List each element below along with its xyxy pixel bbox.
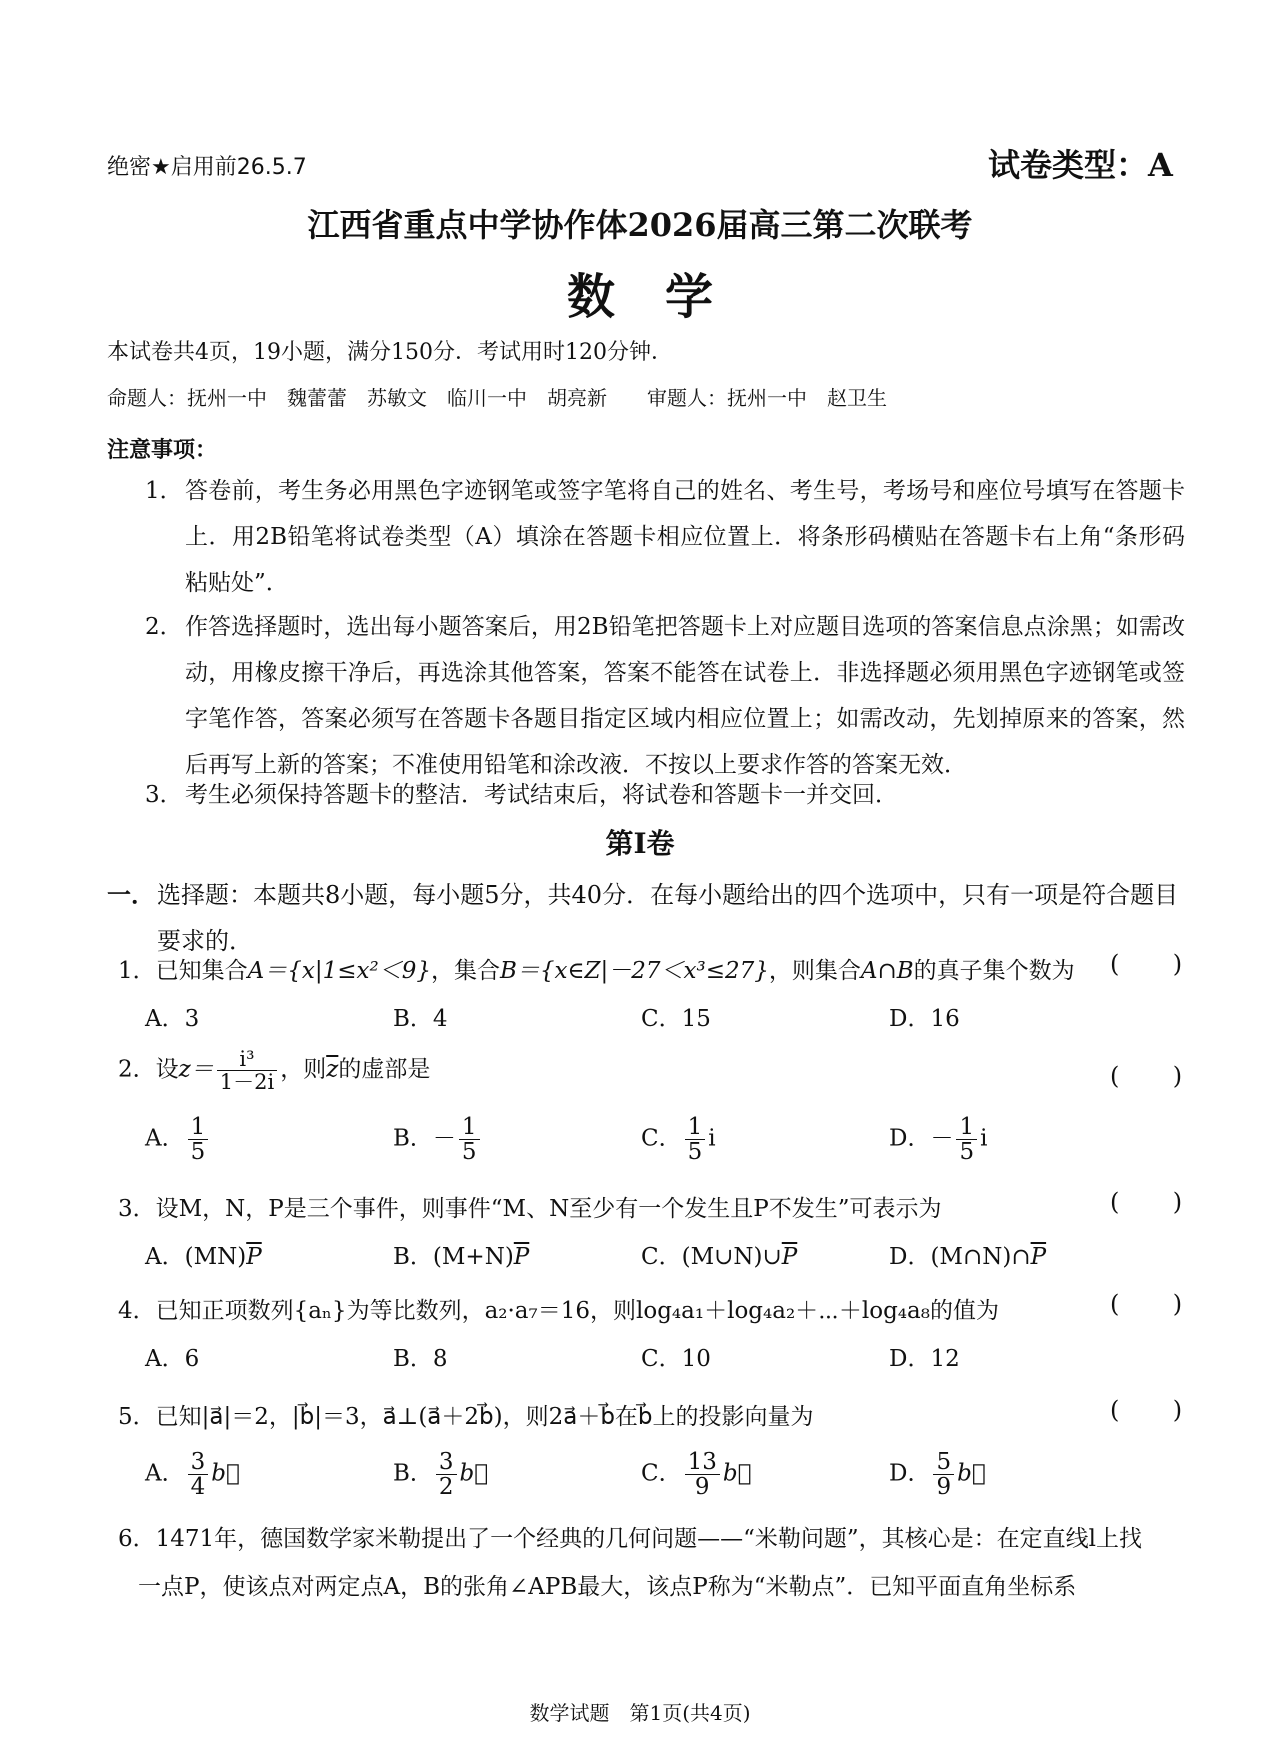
- question-3-option-a: A．$(MN)\overline{P}$: [145, 1244, 262, 1270]
- answer-paren: ( ): [1110, 1062, 1183, 1090]
- question-4-stem: 4．已知正项数列{aₙ}为等比数列，a₂·a₇＝16，则log₄a₁＋log₄a₂＋⋯＋log₄a₈的值为: [118, 1298, 999, 1324]
- authors-line: 命题人：抚州一中 魏蕾蕾 苏敏文 临川一中 胡亮新 审题人：抚州一中 赵卫生: [107, 386, 887, 410]
- question-3-option-d: D．$(M\cap N)\cap\overline{P}$: [889, 1244, 1047, 1270]
- notice-item-number: 1．: [145, 478, 183, 504]
- section-text-line2: 要求的．: [157, 927, 253, 955]
- page-footer: 数学试题 第1页(共4页): [529, 1701, 751, 1725]
- volume-title: 第Ⅰ卷: [605, 827, 675, 860]
- question-4-option-b: B．8: [393, 1346, 448, 1372]
- question-1-option-c: C．15: [641, 1006, 711, 1032]
- exam-title: 江西省重点中学协作体2026届高三第二次联考: [307, 206, 973, 244]
- question-4-option-c: C．10: [641, 1346, 711, 1372]
- question-2-option-b: B．－ $\frac{1}{5}$: [393, 1115, 483, 1164]
- question-5-option-a: A． $\frac{3}{4}$ b⃗: [145, 1449, 240, 1501]
- question-5-option-b: B． $\frac{3}{2}$ b⃗: [393, 1449, 489, 1501]
- question-5-stem: 5．已知|a⃗|＝2，|b⃗|＝3，a⃗⊥(a⃗＋2b⃗)，则2a⃗＋b⃗在b⃗上的投影向量为: [118, 1404, 814, 1430]
- secret-label: 绝密★启用前26.5.7: [107, 155, 307, 180]
- section-text-line1: 选择题：本题共8小题，每小题5分，共40分．在每小题给出的四个选项中，只有一项是符合题目: [157, 881, 1179, 909]
- question-2-stem: 2．设z＝ $\frac{\text{i³}}{1-2i}$ ，则$\overline{z}$的虚部是: [118, 1047, 431, 1095]
- question-3-option-c: C．$(M\cup N)\cup\overline{P}$: [641, 1244, 798, 1270]
- question-1-option-b: B．4: [393, 1006, 448, 1032]
- question-4-option-a: A．6: [145, 1346, 200, 1372]
- notice-item-number: 3．: [145, 782, 183, 808]
- question-6-stem: [118, 1515, 1198, 1611]
- question-1-option-d: D．16: [889, 1006, 960, 1032]
- notice-item-text: 作答选择题时，选出每小题答案后，用2B铅笔把答题卡上对应题目选项的答案信息点涂黑；如需改动，用橡皮擦干净后，再选涂其他答案，答案不能答在试卷上．非选择题必须用黑色字迹钢笔或签字笔作答，答案必须写在答题卡各题目指定区域内相应位置上；如需改动，先划掉原来的答案，然后再写上新的答案；不准使用铅笔和涂改液．不按以上要求作答的答案无效．: [185, 614, 1185, 778]
- question-5-option-c: C． $\frac{13}{9}$ b⃗: [641, 1449, 752, 1501]
- question-5-option-d: D． $\frac{5}{9}$ b⃗: [889, 1449, 986, 1501]
- answer-paren: ( ): [1110, 1396, 1183, 1424]
- notice-item-number: 2．: [145, 614, 183, 640]
- answer-paren: ( ): [1110, 950, 1183, 978]
- section-heading: [107, 872, 1197, 964]
- exam-info: 本试卷共4页，19小题，满分150分．考试用时120分钟．: [107, 340, 673, 365]
- question-3-stem: 3．设M，N，P是三个事件，则事件“M、N至少有一个发生且P不发生”可表示为: [118, 1196, 942, 1222]
- answer-paren: ( ): [1110, 1290, 1183, 1318]
- notice-item: [145, 468, 1185, 606]
- section-number: 一．: [107, 880, 155, 909]
- question-3-option-b: B．$(M+N)\overline{P}$: [393, 1244, 530, 1270]
- question-6-line2: 一点P，使该点对两定点A，B的张角∠APB最大，该点P称为“米勒点”．已知平面直角坐标系: [138, 1574, 1077, 1600]
- question-1-stem: 1．已知集合A＝{x|1≤x²＜9}，集合B＝{x∈Z|－27＜x³≤27}，则集合A∩B的真子集个数为: [118, 958, 1075, 984]
- notice-title: 注意事项：: [107, 438, 218, 463]
- notice-item-text: 考生必须保持答题卡的整洁．考试结束后，将试卷和答题卡一并交回．: [185, 782, 898, 808]
- question-2-option-a: A． $\frac{1}{5}$: [145, 1115, 211, 1164]
- question-4-option-d: D．12: [889, 1346, 960, 1372]
- question-2-option-d: D．－ $\frac{1}{5}$ i: [889, 1114, 988, 1166]
- subject-title: 数学: [566, 269, 763, 325]
- notice-item: [145, 604, 1185, 788]
- question-2-option-c: C． $\frac{1}{5}$ i: [641, 1114, 716, 1166]
- notice-item-text: 答卷前，考生务必用黑色字迹钢笔或签字笔将自己的姓名、考生号，考场号和座位号填写在答题卡上．用2B铅笔将试卷类型（A）填涂在答题卡相应位置上．将条形码横贴在答题卡右上角“条形码粘贴处”．: [185, 478, 1185, 596]
- notice-item: [145, 772, 1185, 818]
- question-1-option-a: A．3: [145, 1006, 200, 1032]
- answer-paren: ( ): [1110, 1188, 1183, 1216]
- paper-type: 试卷类型：A: [988, 146, 1173, 184]
- question-6-line1: 6．1471年，德国数学家米勒提出了一个经典的几何问题——“米勒问题”，其核心是：在定直线l上找: [118, 1526, 1143, 1552]
